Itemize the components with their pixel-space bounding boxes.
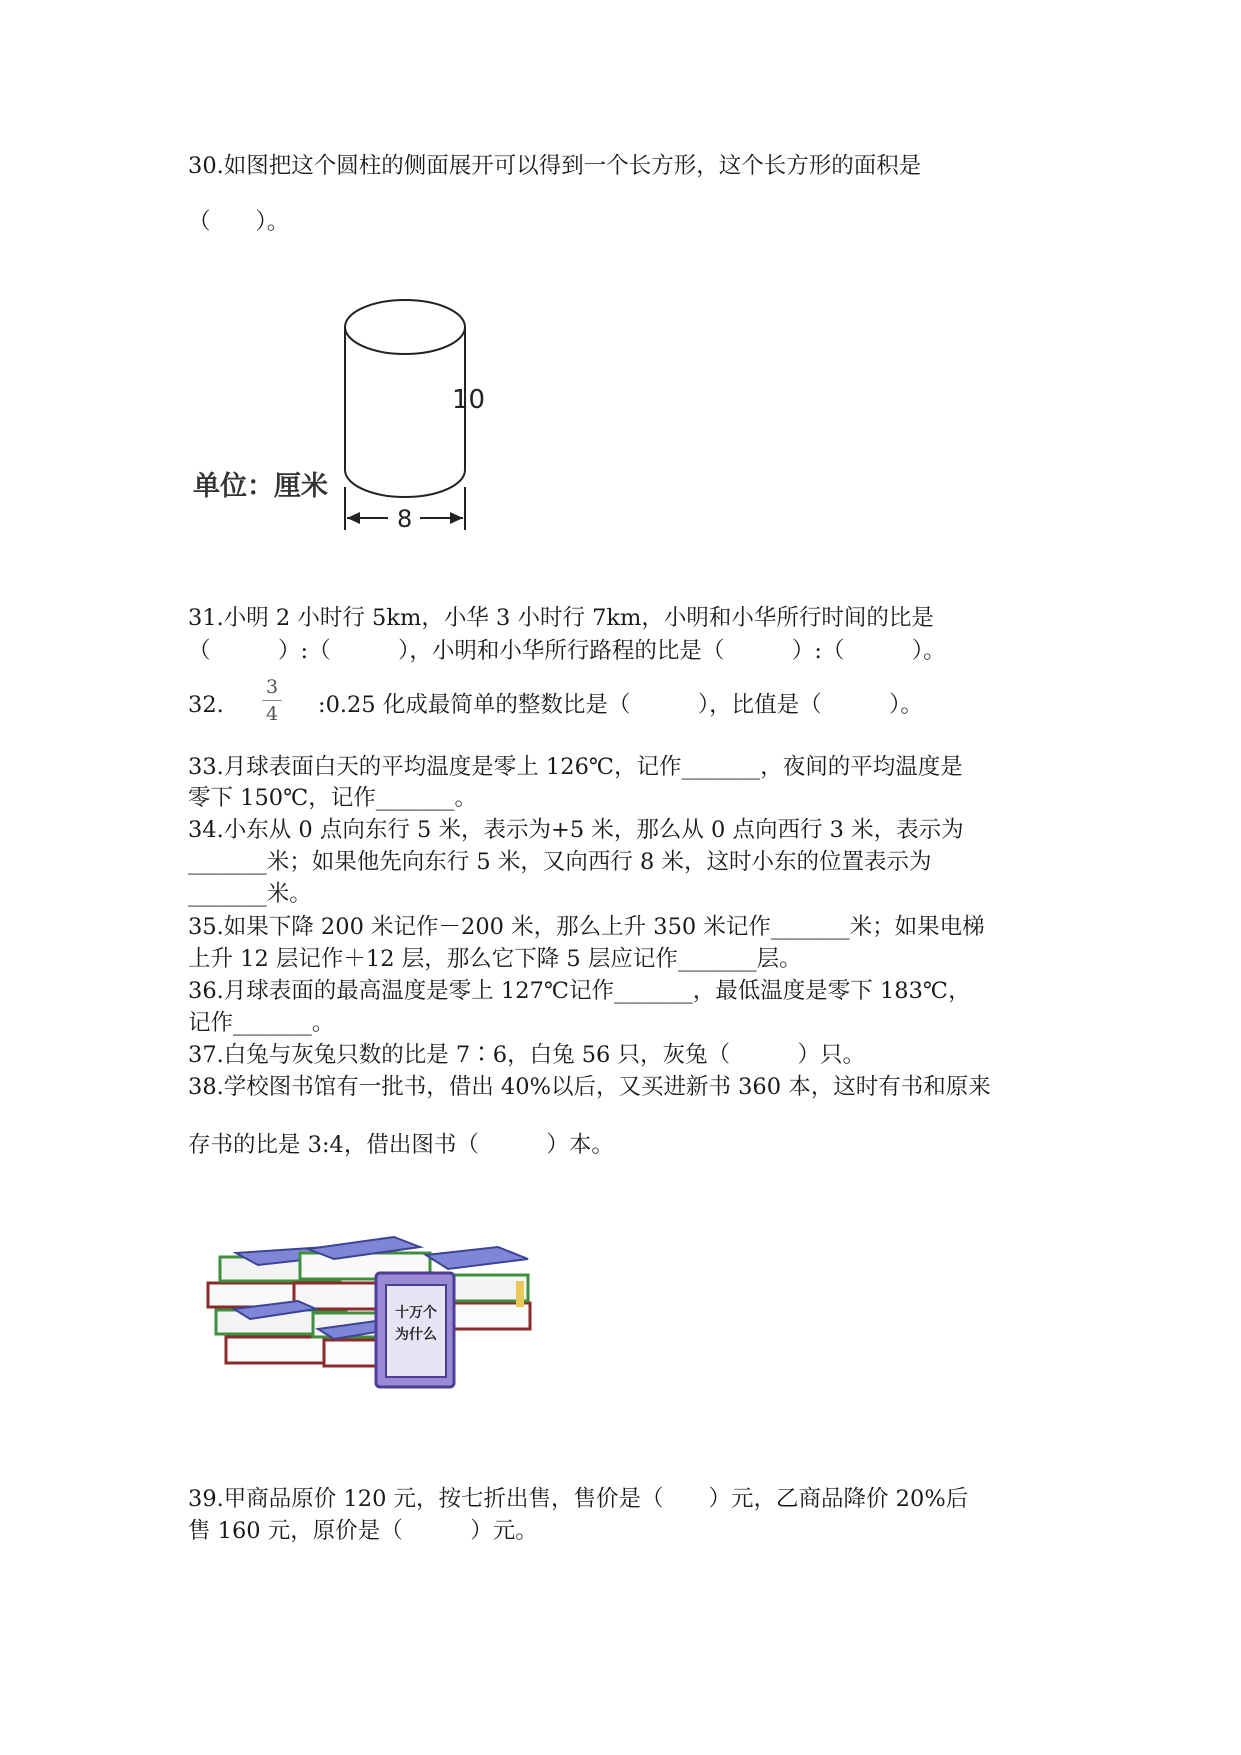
fraction-denominator: 4 [265,703,279,725]
books-illustration [198,1225,548,1397]
q38-text-line1: 38.学校图书馆有一批书，借出 40%以后，又买进新书 360 本，这时有书和原来 [188,1074,991,1100]
q30-text-line1: 30.如图把这个圆柱的侧面展开可以得到一个长方形，这个长方形的面积是 [188,153,922,179]
q34-text-line3: _______米。 [188,881,312,907]
q36-text-line2: 记作_______。 [188,1010,335,1036]
cylinder-height-label: 10 [452,385,486,415]
fraction-numerator: 3 [265,676,279,698]
q32-fraction [262,676,282,725]
cylinder-diameter-label: 8 [397,505,413,533]
q33-text-line2: 零下 150℃，记作_______。 [188,785,478,811]
q30-text-line2: （ ）。 [188,209,290,235]
q39-text-line2: 售 160 元，原价是（ ）元。 [188,1518,538,1544]
q32-number: 32. [188,692,224,718]
fraction-bar [262,700,282,701]
q33-text-line1: 33.月球表面白天的平均温度是零上 126℃，记作_______，夜间的平均温度是 [188,754,963,780]
q31-text-line2: （ ）:（ ），小明和小华所行路程的比是（ ）:（ ）。 [188,638,946,664]
q34-text-line2: _______米；如果他先向东行 5 米，又向西行 8 米，这时小东的位置表示为 [188,849,932,875]
cylinder-figure [190,295,490,540]
q38-text-line2: 存书的比是 3:4，借出图书（ ）本。 [188,1132,614,1158]
q31-text-line1: 31.小明 2 小时行 5km，小华 3 小时行 7km，小明和小华所行时间的比是 [188,605,934,631]
q35-text-line2: 上升 12 层记作＋12 层，那么它下降 5 层应记作_______层。 [188,946,802,972]
unit-label: 单位：厘米 [193,471,328,502]
q39-text-line1: 39.甲商品原价 120 元，按七折出售，售价是（ ）元，乙商品降价 20%后 [188,1486,969,1512]
q37-text-line1: 37.白兔与灰兔只数的比是 7∶6，白兔 56 只，灰兔（ ）只。 [188,1042,866,1068]
book-title-line1: 十万个 [395,1305,437,1321]
q32-text: :0.25 化成最简单的整数比是（ ），比值是（ ）。 [318,692,923,718]
book-title-line2: 为什么 [395,1327,437,1343]
q36-text-line1: 36.月球表面的最高温度是零上 127℃记作_______，最低温度是零下 183℃， [188,978,971,1004]
q34-text-line1: 34.小东从 0 点向东行 5 米，表示为+5 米，那么从 0 点向西行 3 米，表示为 [188,817,964,843]
q35-text-line1: 35.如果下降 200 米记作－200 米，那么上升 350 米记作_______米；如果电梯 [188,914,985,940]
